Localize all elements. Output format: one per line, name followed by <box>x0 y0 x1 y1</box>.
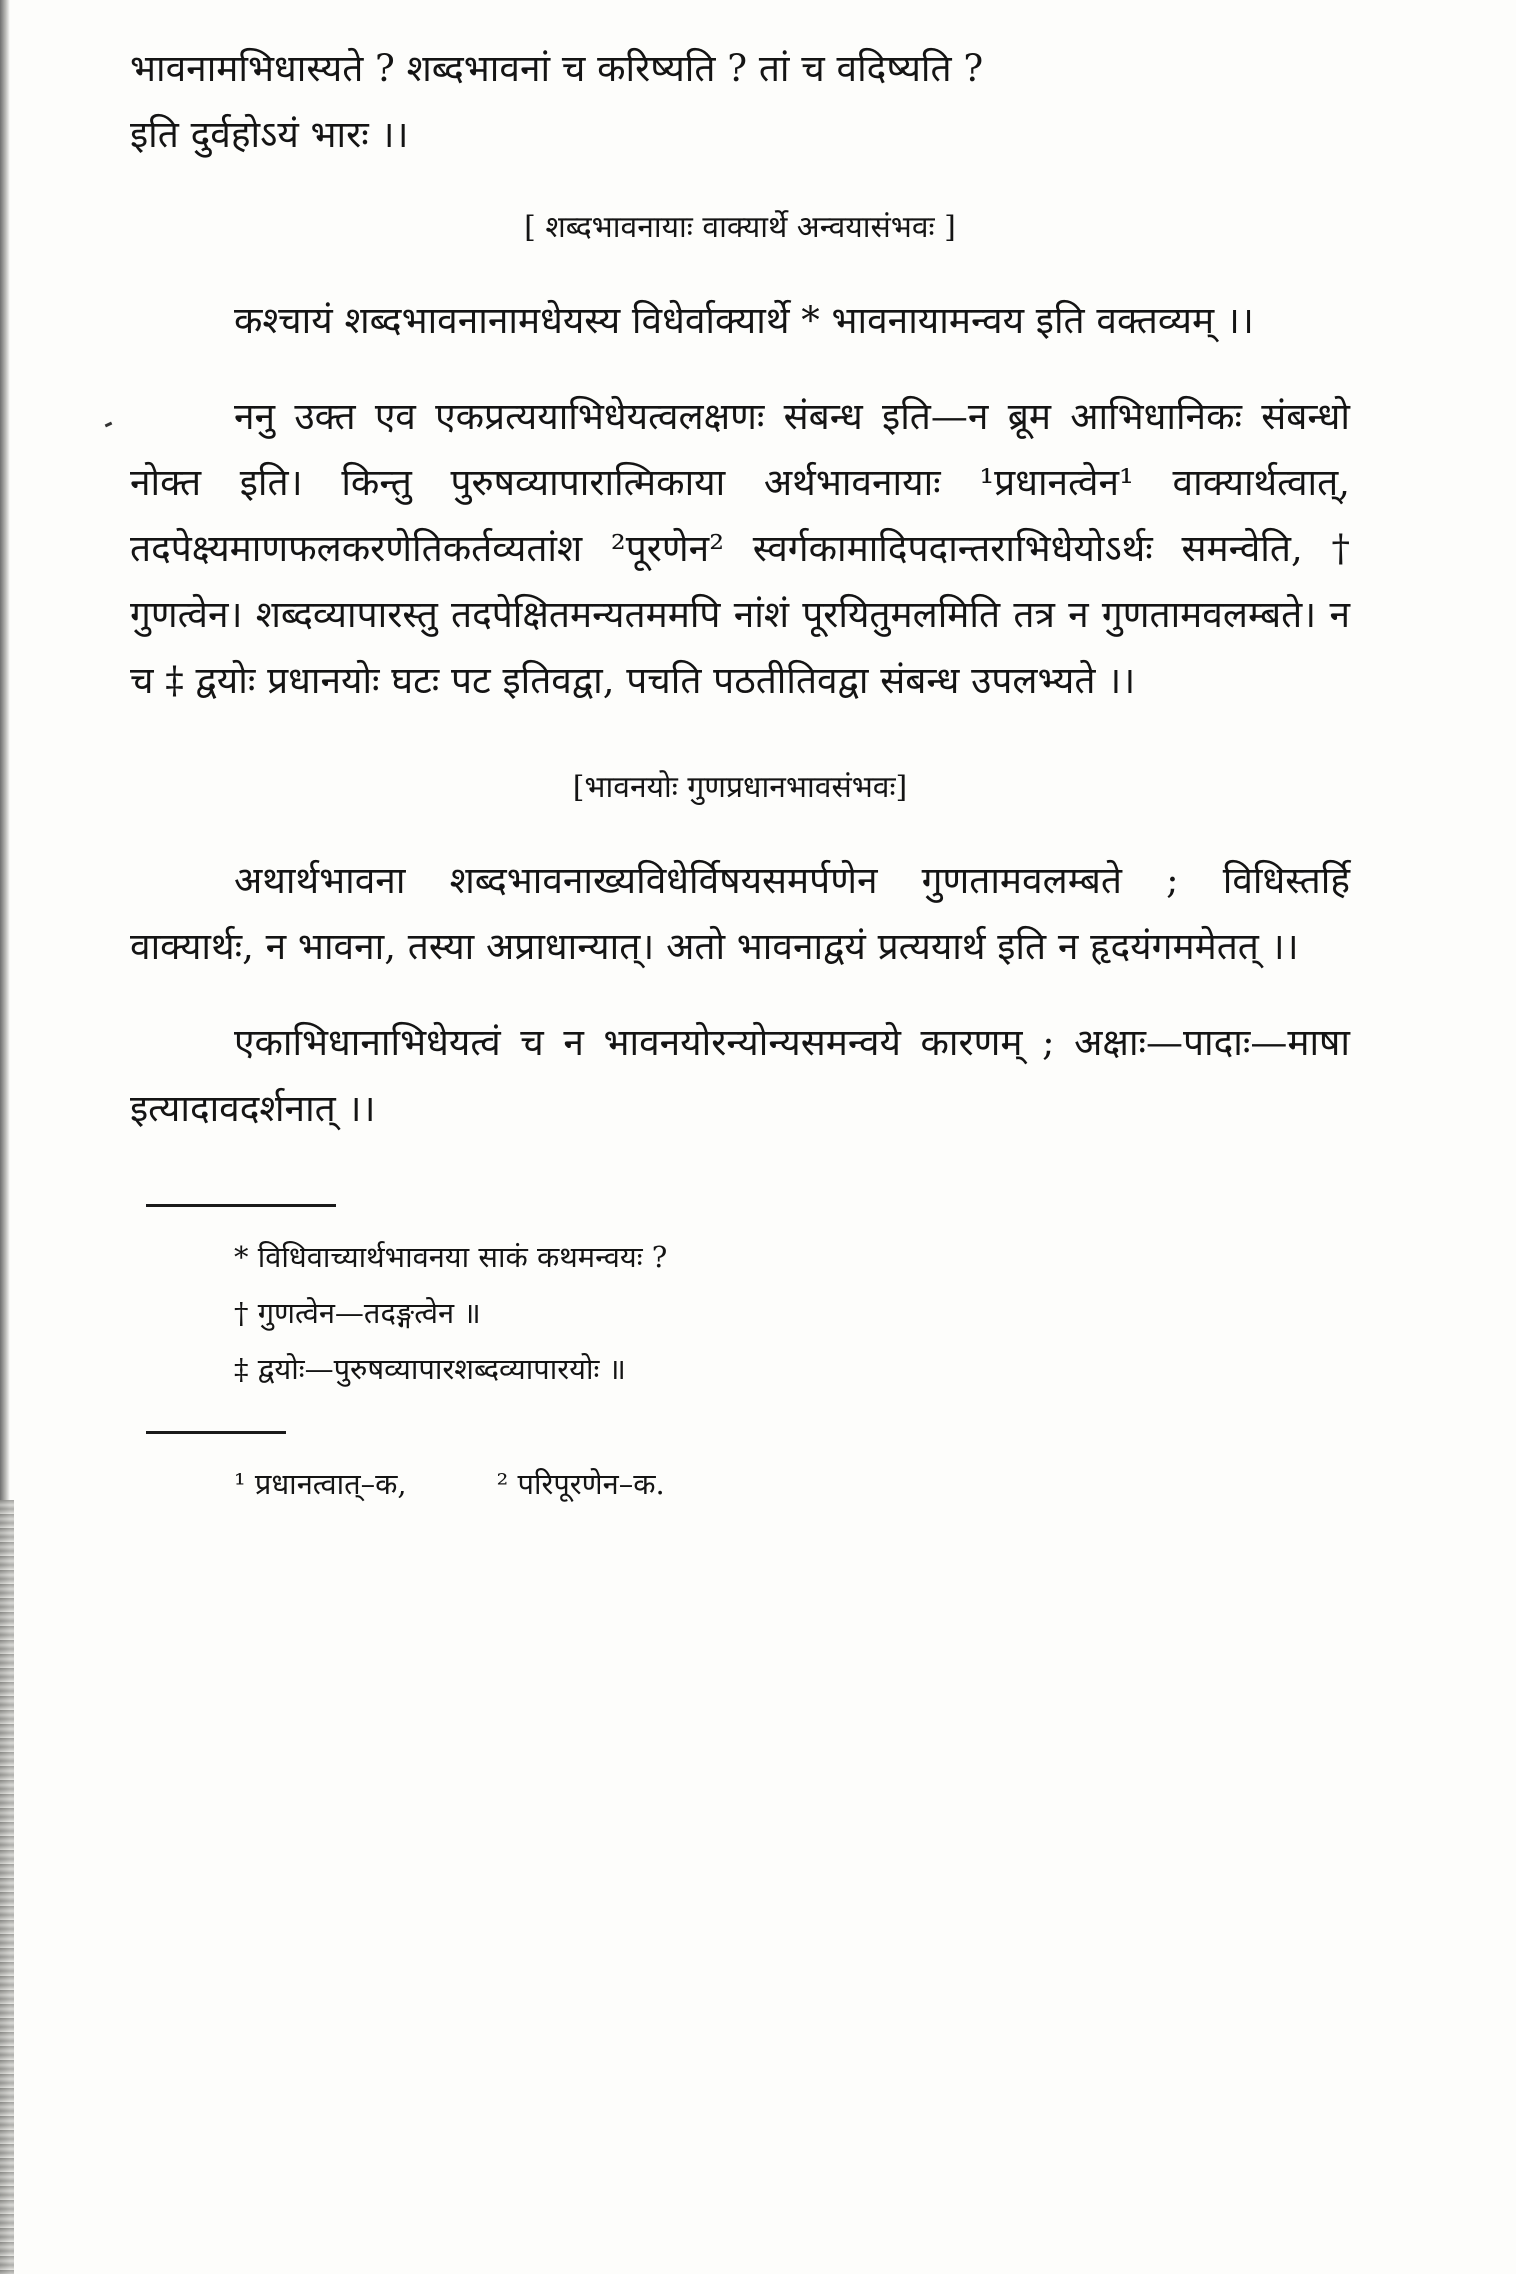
paragraph-5: एकाभिधानाभिधेयत्वं च न भावनयोरन्योन्यसमन्वये कारणम् ; अक्षाः—पादाः—माषा इत्यादावदर्शनात् ।। <box>130 1021 1350 1130</box>
paragraph-4: अथार्थभावना शब्दभावनाख्यविधेर्विषयसमर्पणेन गुणतामवलम्बते ; विधिस्तर्हि वाक्यार्थः, न भावना, तस्या अप्राधान्यात्। अतो भावनाद्वयं प्रत्ययार्थ इति न हृदयंगममेतत् ।। <box>130 859 1350 968</box>
section-heading-1: [ शब्दभावनायाः वाक्यार्थे अन्वयासंभवः ] <box>524 210 956 245</box>
text-column <box>130 36 1350 1512</box>
paragraph-2: कश्चायं शब्दभावनानामधेयस्य विधेर्वाक्यार्थे * भावनायामन्वय इति वक्तव्यम् ।। <box>234 299 1254 342</box>
section-heading-2: [भावनयोः गुणप्रधानभावसंभवः] <box>572 770 908 805</box>
variant-readings <box>130 1456 1350 1512</box>
page-edge-speckle <box>0 1500 14 2274</box>
footnote-3: ‡ द्वयोः—पुरुषव्यापारशब्दव्यापारयोः ॥ <box>234 1352 626 1386</box>
variant-reading-2: ² परिपूरणेन–क. <box>496 1467 665 1501</box>
variant-reading-1: ¹ प्रधानत्वात्–क, <box>234 1467 407 1501</box>
paragraph-1-line-2: इति दुर्वहोऽयं भारः ।। <box>130 113 409 156</box>
paragraph-3: ननु उक्त एव एकप्रत्ययाभिधेयत्वलक्षणः संबन्ध इति—न ब्रूम आभिधानिकः संबन्धो नोक्त इति। किन्तु पुरुषव्यापारात्मिकाया अर्थभावनायाः ¹प्रधानत्वेन¹ वाक्यार्थत्वात्, तदपेक्ष्यमाणफलकरणेतिकर्तव्यतांश ²पूरणेन² स्वर्गकामादिपदान्तराभिधेयोऽर्थः समन्वेति, † गुणत्वेन। शब्दव्यापारस्तु तदपेक्षितमन्यतममपि नांशं पूरयितुमलमिति तत्र न गुणतामवलम्बते। न च ‡ द्वयोः प्रधानयोः घटः पट इतिवद्वा, पचति पठतीतिवद्वा संबन्ध उपलभ्यते ।। <box>130 395 1350 702</box>
footnote-1: * विधिवाच्यार्थभावनया साकं कथमन्वयः ? <box>234 1240 668 1274</box>
footnote-2: † गुणत्वेन—तदङ्गत्वेन ॥ <box>234 1296 481 1330</box>
paragraph-1-line-1: भावनामभिधास्यते ? शब्दभावनां च करिष्यति ? तां च वदिष्यति ? <box>130 47 984 90</box>
stray-mark <box>105 422 113 428</box>
